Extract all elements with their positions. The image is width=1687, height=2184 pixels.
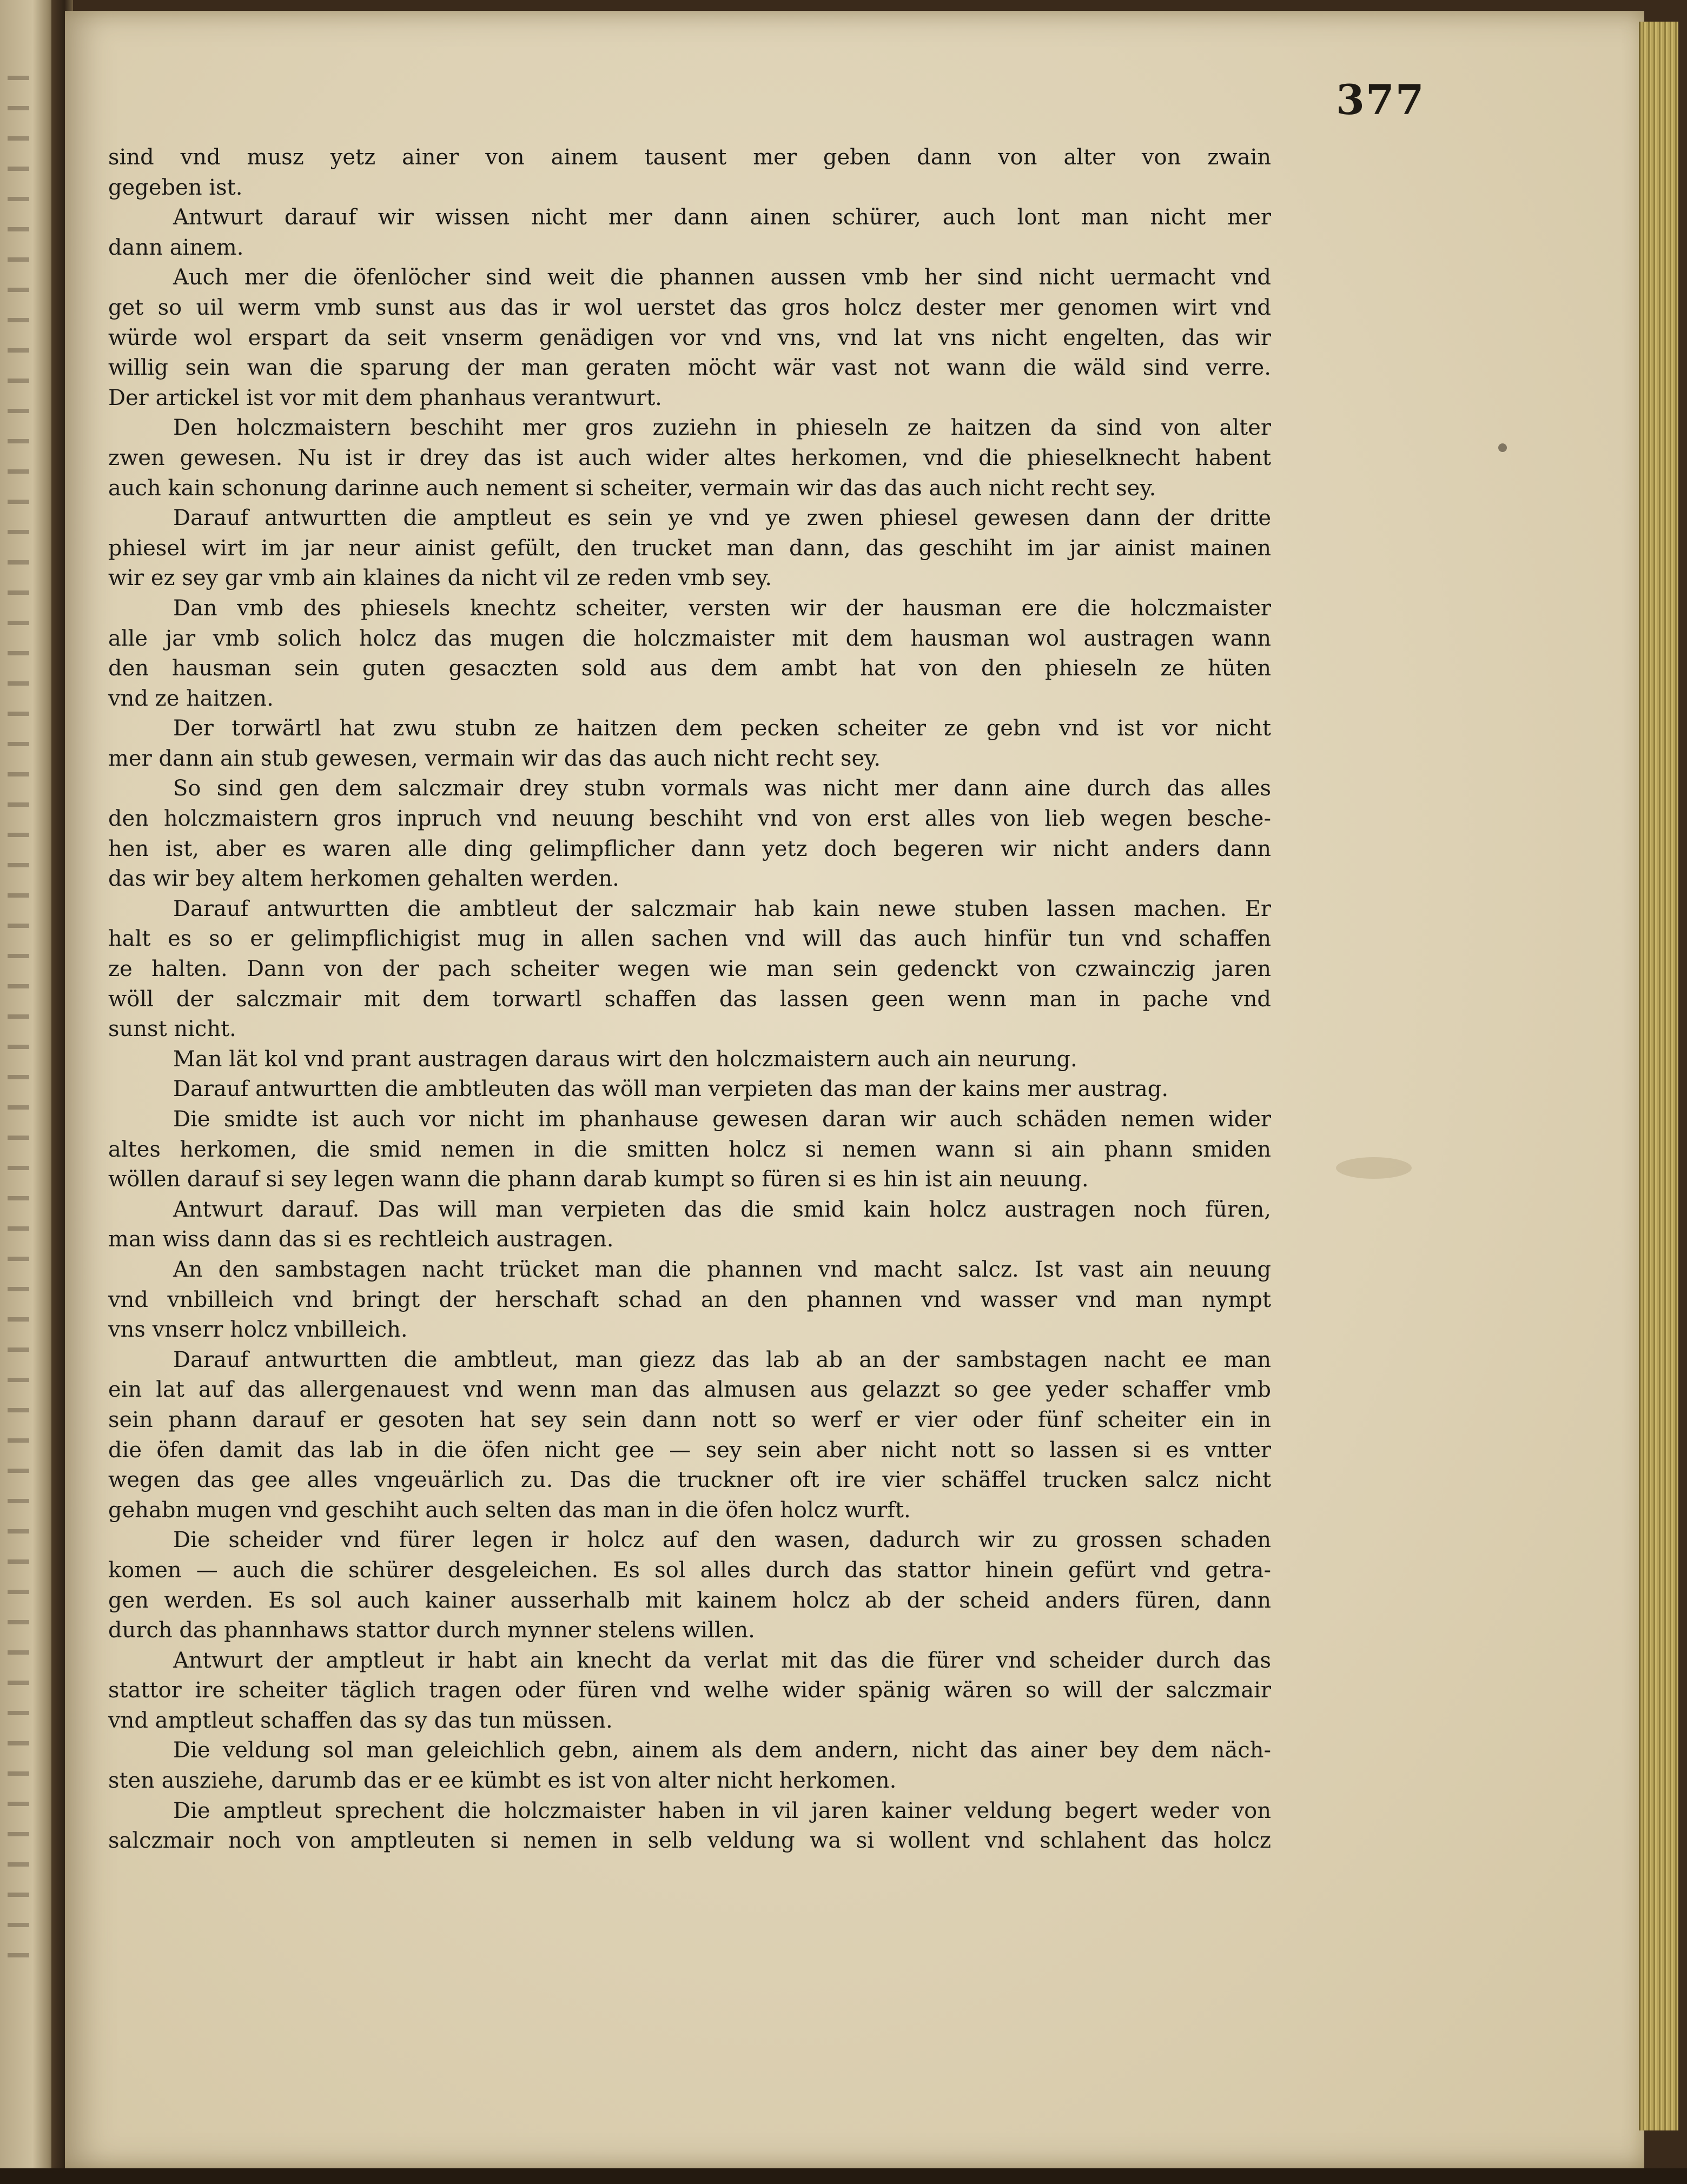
paragraph bbox=[108, 413, 1271, 503]
text-line: alle jar vmb solich holcz das mugen die holczmaister mit dem hausman wol austragen wann bbox=[108, 626, 1271, 651]
text-line: stattor ire scheiter täglich tragen oder füren vnd welhe wider spänig wären so will der salczmair bbox=[108, 1678, 1271, 1703]
text-line: dann ainem. bbox=[108, 235, 244, 260]
text-line: vnd vnbilleich vnd bringt der herschaft schad an den phannen vnd wasser vnd man nympt bbox=[108, 1287, 1271, 1312]
text-line: gehabn mugen vnd geschiht auch selten das man in die öfen holcz wurft. bbox=[108, 1497, 911, 1523]
text-line: Darauf antwurtten die ambtleuten das wöll man verpieten das man der kains mer austrag. bbox=[173, 1077, 1169, 1102]
paper-stain bbox=[1336, 1157, 1412, 1179]
text-line: gegeben ist. bbox=[108, 175, 243, 200]
text-line: Die smidte ist auch vor nicht im phanhause gewesen daran wir auch schäden nemen wider bbox=[173, 1107, 1271, 1132]
text-line: get so uil werm vmb sunst aus das ir wol uerstet das gros holcz dester mer genomen wirt vnd bbox=[108, 295, 1271, 320]
text-line: den hausman sein guten gesaczten sold aus dem ambt hat von den phieseln ze hüten bbox=[108, 656, 1271, 681]
text-line: wegen das gee alles vngeuärlich zu. Das die truckner oft ire vier schäffel trucken salcz nicht bbox=[108, 1468, 1271, 1493]
text-line: Darauf antwurtten die ambtleut der salczmair hab kain newe stuben lassen machen. Er bbox=[173, 896, 1271, 921]
paragraph bbox=[108, 774, 1271, 894]
text-line: Antwurt darauf. Das will man verpieten das die smid kain holcz austragen noch füren, bbox=[173, 1197, 1271, 1222]
text-line: Man lät kol vnd prant austragen daraus wirt den holczmaistern auch ain neurung. bbox=[173, 1046, 1077, 1072]
text-line: sunst nicht. bbox=[108, 1017, 236, 1042]
text-line: Antwurt darauf wir wissen nicht mer dann ainen schürer, auch lont man nicht mer bbox=[173, 205, 1271, 230]
text-line: vns vnserr holcz vnbilleich. bbox=[108, 1317, 408, 1343]
paragraph bbox=[108, 263, 1271, 413]
text-line: wir ez sey gar vmb ain klaines da nicht vil ze reden vmb sey. bbox=[108, 566, 772, 591]
paragraph bbox=[108, 594, 1271, 714]
text-line: Antwurt der amptleut ir habt ain knecht da verlat mit das die fürer vnd scheider durch das bbox=[173, 1648, 1271, 1673]
text-line: zwen gewesen. Nu ist ir drey das ist auch wider altes herkomen, vnd die phieselknecht habent bbox=[108, 445, 1271, 470]
text-line: mer dann ain stub gewesen, vermain wir das das auch nicht recht sey. bbox=[108, 746, 881, 771]
paragraph bbox=[108, 1646, 1271, 1736]
text-line: Die scheider vnd fürer legen ir holcz auf den wasen, dadurch wir zu grossen schaden bbox=[173, 1528, 1271, 1553]
paragraph bbox=[108, 1045, 1271, 1075]
text-line: Die veldung sol man geleichlich gebn, ainem als dem andern, nicht das ainer bey dem näch- bbox=[173, 1738, 1271, 1763]
text-line: Darauf antwurtten die ambtleut, man giezz das lab ab an der sambstagen nacht ee man bbox=[173, 1347, 1271, 1372]
text-line: Auch mer die öfenlöcher sind weit die phannen aussen vmb her sind nicht uermacht vnd bbox=[173, 265, 1271, 290]
page-number: 377 bbox=[1336, 76, 1425, 124]
paragraph bbox=[108, 714, 1271, 774]
ink-spot bbox=[1498, 443, 1507, 452]
text-line: sind vnd musz yetz ainer von ainem tausent mer geben dann von alter von zwain bbox=[108, 145, 1271, 170]
text-line: auch kain schonung darinne auch nement si scheiter, vermain wir das das auch nicht recht sey. bbox=[108, 475, 1156, 501]
text-line: würde wol erspart da seit vnserm genädigen vor vnd vns, vnd lat vns nicht engelten, das wir bbox=[108, 325, 1271, 350]
text-line: So sind gen dem salczmair drey stubn vormals was nicht mer dann aine durch das alles bbox=[173, 776, 1271, 801]
text-line: den holczmaistern gros inpruch vnd neuung beschiht vnd von erst alles von lieb wegen besche- bbox=[108, 806, 1271, 832]
paragraph bbox=[108, 1255, 1271, 1345]
text-line: vnd ze haitzen. bbox=[108, 686, 274, 711]
paragraph bbox=[108, 1105, 1271, 1195]
text-line: sten ausziehe, darumb das er ee kümbt es ist von alter nicht herkomen. bbox=[108, 1768, 897, 1794]
text-line: Die amptleut sprechent die holczmaister haben in vil jaren kainer veldung begert weder von bbox=[173, 1798, 1271, 1823]
paragraph bbox=[108, 1195, 1271, 1255]
text-line: ze halten. Dann von der pach scheiter wegen wie man sein gedenckt von czwainczig jaren bbox=[108, 957, 1271, 982]
text-line: wöll der salczmair mit dem torwartl schaffen das lassen geen wenn man in pache vnd bbox=[108, 986, 1271, 1012]
text-line: komen — auch die schürer desgeleichen. Es sol alles durch das stattor hinein gefürt vnd getra- bbox=[108, 1557, 1271, 1583]
document-text-body bbox=[108, 143, 1271, 1856]
adjacent-page-text-fragments bbox=[8, 76, 29, 1968]
paragraph bbox=[108, 1074, 1271, 1105]
paragraph bbox=[108, 1736, 1271, 1796]
paragraph bbox=[108, 143, 1271, 203]
scan-bottom-border bbox=[0, 2168, 1687, 2184]
paragraph bbox=[108, 503, 1271, 594]
text-line: Darauf antwurtten die amptleut es sein ye vnd ye zwen phiesel gewesen dann der dritte bbox=[173, 506, 1271, 531]
paragraph bbox=[108, 894, 1271, 1045]
text-line: Der torwärtl hat zwu stubn ze haitzen dem pecken scheiter ze gebn vnd ist vor nicht bbox=[173, 716, 1271, 741]
text-line: halt es so er gelimpflichigist mug in allen sachen vnd will das auch hinfür tun vnd schaffen bbox=[108, 926, 1271, 952]
text-line: ein lat auf das allergenauest vnd wenn man das almusen aus gelazzt so gee yeder schaffer vmb bbox=[108, 1377, 1271, 1403]
text-line: phiesel wirt im jar neur ainist gefült, den trucket man dann, das geschiht im jar ainist mainen bbox=[108, 535, 1271, 561]
paragraph bbox=[108, 203, 1271, 263]
text-line: durch das phannhaws stattor durch mynner stelens willen. bbox=[108, 1618, 755, 1643]
text-line: altes herkomen, die smid nemen in die smitten holcz si nemen wann si ain phann smiden bbox=[108, 1137, 1271, 1162]
page-stack-edge bbox=[1639, 22, 1678, 2130]
text-line: Den holczmaistern beschiht mer gros zuziehn in phieseln ze haitzen da sind von alter bbox=[173, 415, 1271, 441]
text-line: hen ist, aber es waren alle ding gelimpflicher dann yetz doch begeren wir nicht anders dann bbox=[108, 836, 1271, 861]
paragraph bbox=[108, 1796, 1271, 1856]
paragraph bbox=[108, 1525, 1271, 1645]
text-line: gen werden. Es sol auch kainer ausserhalb mit kainem holcz ab der scheid anders füren, dann bbox=[108, 1588, 1271, 1613]
text-line: An den sambstagen nacht trücket man die phannen vnd macht salcz. Ist vast ain neuung bbox=[173, 1257, 1271, 1282]
text-line: die öfen damit das lab in die öfen nicht gee — sey sein aber nicht nott so lassen si es vntter bbox=[108, 1437, 1271, 1463]
text-line: sein phann darauf er gesoten hat sey sein dann nott so werf er vier oder fünf scheiter ein in bbox=[108, 1407, 1271, 1432]
adjacent-page-edge bbox=[0, 0, 59, 2184]
text-line: man wiss dann das si es rechtleich austragen. bbox=[108, 1227, 614, 1252]
text-line: das wir bey altem herkomen gehalten werden. bbox=[108, 866, 619, 892]
text-line: Dan vmb des phiesels knechtz scheiter, versten wir der hausman ere die holczmaister bbox=[173, 595, 1271, 621]
text-line: vnd amptleut schaffen das sy das tun müssen. bbox=[108, 1708, 613, 1733]
paragraph bbox=[108, 1345, 1271, 1526]
text-line: willig sein wan die sparung der man geraten möcht wär vast not wann die wäld sind verre. bbox=[108, 355, 1271, 381]
text-line: wöllen darauf si sey legen wann die phann darab kumpt so füren si es hin ist ain neuung. bbox=[108, 1167, 1089, 1192]
text-line: Der artickel ist vor mit dem phanhaus verantwurt. bbox=[108, 385, 662, 410]
text-line: salczmair noch von amptleuten si nemen in selb veldung wa si wollent vnd schlahent das holcz bbox=[108, 1828, 1271, 1854]
